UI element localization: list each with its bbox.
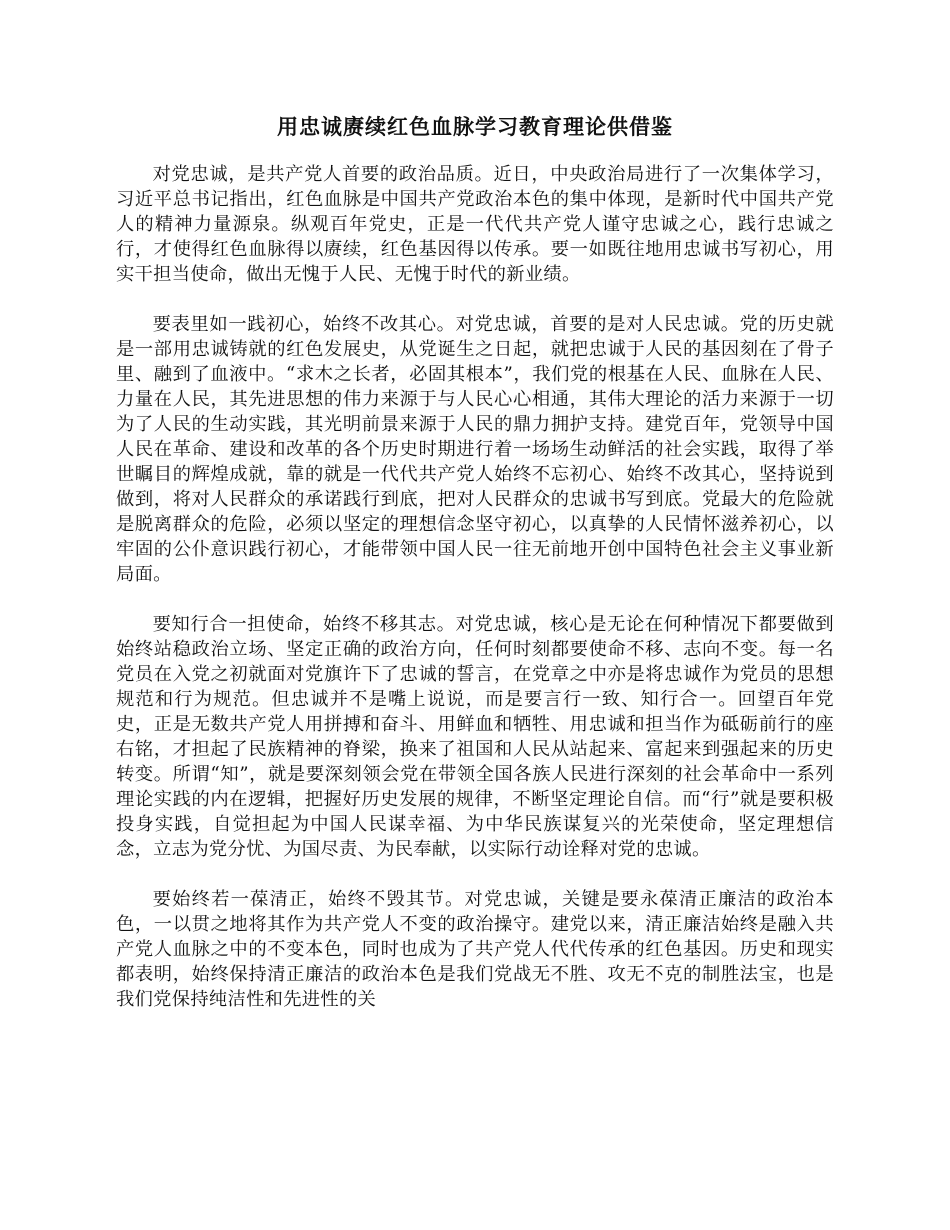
paragraph-4: 要始终若一葆清正，始终不毁其节。对党忠诚，关键是要永葆清正廉洁的政治本色，一以贯之地将其作为共产党人不变的政治操守。建党以来，清正廉洁始终是融入共产党人血脉之中的不变本色，同时也成为了共产党人代代传承的红色基因。历史和现实都表明，始终保持清正廉洁的政治本色是我们党战无不胜、攻无不克的制胜法宝，也是我们党保持纯洁性和先进性的关: [116, 889, 834, 1010]
paragraph-3: 要知行合一担使命，始终不移其志。对党忠诚，核心是无论在何种情况下都要做到始终站稳政治立场、坚定正确的政治方向，任何时刻都要使命不移、志向不变。每一名党员在入党之初就面对党旗许下了忠诚的誓言，在党章之中亦是将忠诚作为党员的思想规范和行为规范。但忠诚并不是嘴上说说，而是要言行一致、知行合一。回望百年党史，正是无数共产党人用拼搏和奋斗、用鲜血和牺牲、用忠诚和担当作为砥砺前行的座右铭，才担起了民族精神的脊梁，换来了祖国和人民从站起来、富起来到强起来的历史转变。所谓“知”，就是要深刻领会党在带领全国各族人民进行深刻的社会革命中一系列理论实践的内在逻辑，把握好历史发展的规律，不断坚定理论自信。而“行”就是要积极投身实践，自觉担起为中国人民谋幸福、为中华民族谋复兴的光荣使命，坚定理想信念，立志为党分忧、为国尽责、为民奉献，以实际行动诠释对党的忠诚。: [116, 614, 834, 860]
document-title: 用忠诚赓续红色血脉学习教育理论供借鉴: [277, 114, 673, 139]
paragraph-1: 对党忠诚，是共产党人首要的政治品质。近日，中央政治局进行了一次集体学习，习近平总书记指出，红色血脉是中国共产党政治本色的集中体现，是新时代中国共产党人的精神力量源泉。纵观百年党史，正是一代代共产党人谨守忠诚之心，践行忠诚之行，才使得红色血脉得以赓续，红色基因得以传承。要一如既往地用忠诚书写初心，用实干担当使命，做出无愧于人民、无愧于时代的新业绩。: [116, 164, 834, 285]
paragraph-2: 要表里如一践初心，始终不改其心。对党忠诚，首要的是对人民忠诚。党的历史就是一部用忠诚铸就的红色发展史，从党诞生之日起，就把忠诚于人民的基因刻在了骨子里、融到了血液中。“求木之长者，必固其根本”，我们党的根基在人民、血脉在人民、力量在人民，其先进思想的伟力来源于与人民心心相通，其伟大理论的活力来源于一切为了人民的生动实践，其光明前景来源于人民的鼎力拥护支持。建党百年，党领导中国人民在革命、建设和改革的各个历史时期进行着一场场生动鲜活的社会实践，取得了举世瞩目的辉煌成就，靠的就是一代代共产党人始终不忘初心、始终不改其心，坚持说到做到，将对人民群众的承诺践行到底，把对人民群众的忠诚书写到底。党最大的危险就是脱离群众的危险，必须以坚定的理想信念坚守初心，以真挚的人民情怀滋养初心，以牢固的公仆意识践行初心，才能带领中国人民一往无前地开创中国特色社会主义事业新局面。: [116, 314, 834, 585]
